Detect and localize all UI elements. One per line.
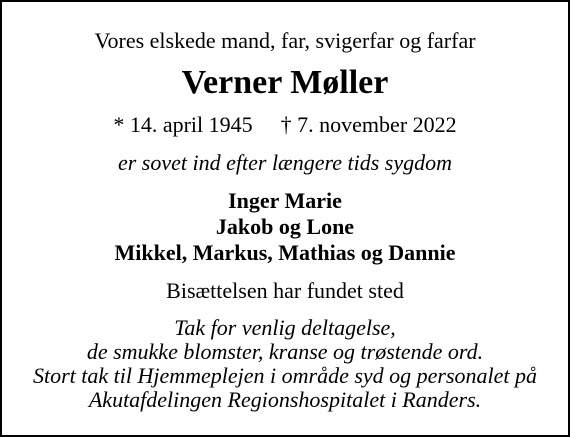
family-member: Mikkel, Markus, Mathias og Dannie xyxy=(114,240,456,265)
death-date: † 7. november 2022 xyxy=(280,112,457,137)
birth-date: * 14. april 1945 xyxy=(113,112,253,137)
life-dates xyxy=(2,114,568,136)
family-member: Jakob og Lone xyxy=(215,214,355,239)
thanks-line: Tak for venlig deltagelse, xyxy=(174,315,396,340)
cause-text: er sovet ind efter længere tids sygdom xyxy=(117,150,453,175)
thanks-line: Stort tak til Hjemmeplejen i område syd og personalet på xyxy=(32,363,538,388)
funeral-text: Bisættelsen har fundet sted xyxy=(166,278,404,303)
thanks-line: de smukke blomster, kranse og trøstende ord. xyxy=(86,339,484,364)
intro-text: Vores elskede mand, far, svigerfar og farfar xyxy=(94,28,476,53)
thanks-text xyxy=(2,316,568,412)
family-member: Inger Marie xyxy=(228,188,342,213)
family-list xyxy=(2,188,568,266)
thanks-line: Akutafdelingen Regionshospitalet i Randers. xyxy=(88,387,482,412)
deceased-name: Verner Møller xyxy=(181,64,389,101)
